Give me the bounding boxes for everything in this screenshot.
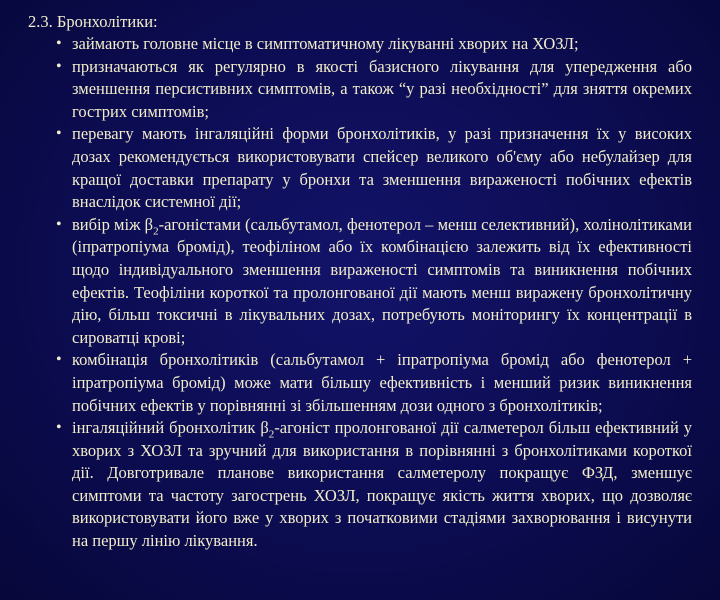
bullet-item xyxy=(56,33,692,56)
bullet-icon: • xyxy=(56,419,62,437)
bullet-text-after: -агоністами (сальбутамол, фенотерол – менш селективний), холінолітиками (іпратропіума бромід), теофіліном або їх комбінацією залежить від їх ефективності щодо індивідуального зменшення вираженості симптомів та виникнення побічних ефектів. Теофіліни короткої та пролонгованої дії мають менш виражену бронхолітичну дію, більш токсичні в лікувальних дозах, потребують моніторингу їх концентрації в сироватці крові; xyxy=(72,214,693,347)
bullet-text-after: -агоніст пролонгованої дії салметерол більш ефективний у хворих з ХОЗЛ та зручний для використання в порівнянні з бронхолітиками короткої дії. Довготривале планове використання салметеролу покращує ФЗД, зменшує симптоми та частоту загострень ХОЗЛ, покращує якість життя хворих, що дозволяє використовувати його вже у хворих з початковими стадіями захворювання і висунути на першу лінію лікування. xyxy=(72,418,693,551)
bullet-text-before: вибір між β xyxy=(72,214,154,234)
bullet-text: комбінація бронхолітиків (сальбутамол + іпратропіума бромід або фенотерол + іпратропіума бромід) може мати більшу ефективність і менший ризик виникнення побічних ефектів у порівнянні зі збільшенням дози одного з бронхолітиків; xyxy=(72,350,692,415)
bullet-icon: • xyxy=(56,351,62,369)
bullet-text-before: інгаляційний бронхолітик β xyxy=(72,418,269,438)
subscript: 2 xyxy=(268,428,275,441)
bullet-item xyxy=(56,417,693,553)
bullet-text: перевагу мають інгаляційні форми бронхолітиків, у разі призначення їх у високих дозах рекомендується використовувати спейсер великого об'єму або небулайзер для кращої доставки препарату у бронхи та зменшення вираженості побічних ефектів внаслідок системної дії; xyxy=(72,124,692,212)
bullet-icon: • xyxy=(56,35,62,52)
bullet-item xyxy=(56,123,692,213)
bullet-item xyxy=(56,349,692,417)
subscript: 2 xyxy=(153,225,159,238)
bullet-item xyxy=(56,214,693,350)
bullet-item xyxy=(56,56,692,124)
bullet-icon: • xyxy=(56,125,62,143)
bullet-icon: • xyxy=(56,215,62,233)
bullet-text: призначаються як регулярно в якості базисного лікування для упередження або зменшення персистивних симптомів, а також “у разі необхідності” для зняття окремих гострих симптомів; xyxy=(72,56,692,121)
section-heading: 2.3. Бронхолітики: xyxy=(28,12,158,31)
bullet-icon: • xyxy=(56,57,62,75)
bullet-list xyxy=(28,33,692,553)
bullet-text: займають головне місце в симптоматичному лікуванні хворих на ХОЗЛ; xyxy=(72,34,579,53)
